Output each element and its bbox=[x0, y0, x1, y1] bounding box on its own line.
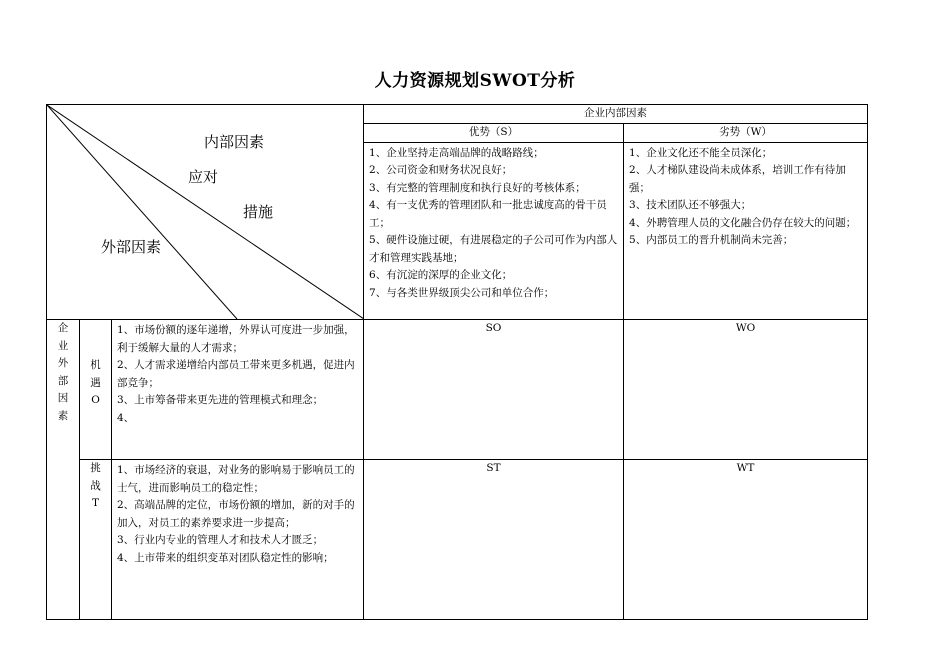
page-title: 人力资源规划SWOT分析 bbox=[374, 71, 576, 91]
list-item: 4、外聘管理人员的文化融合仍存在较大的问题； bbox=[629, 216, 857, 229]
corner-measures-label: 措施 bbox=[243, 203, 274, 221]
list-item: 4、有一支优秀的管理团队和一批忠诚度高的骨干员工； bbox=[369, 199, 607, 229]
external-factors-label: 企 业 外 部 因 素 bbox=[47, 320, 80, 620]
list-item: 5、内部员工的晋升机制尚未完善； bbox=[629, 234, 794, 246]
diagonal-corner-cell bbox=[47, 105, 364, 320]
list-item: 1、企业坚持走高端品牌的战略路线； bbox=[369, 146, 544, 159]
wt-cell: WT bbox=[624, 460, 868, 620]
internal-factors-header: 企业内部因素 bbox=[364, 105, 868, 124]
so-cell: SO bbox=[364, 320, 624, 460]
list-item: 2、人才梯队建设尚未成体系，培训工作有待加强； bbox=[629, 164, 846, 194]
list-item: 3、上市筹备带来更先进的管理模式和理念； bbox=[117, 394, 324, 406]
list-item: 7、与各类世界级顶尖公司和单位合作； bbox=[369, 286, 555, 299]
opportunities-cell bbox=[112, 320, 364, 460]
threats-list bbox=[112, 460, 363, 567]
list-item: 5、硬件设施过硬，有进展稳定的子公司可作为内部人才和管理实践基地； bbox=[369, 234, 618, 264]
weaknesses-cell bbox=[624, 142, 868, 320]
opportunities-list bbox=[112, 320, 363, 427]
weaknesses-header: 劣势（W） bbox=[624, 124, 868, 143]
strengths-list bbox=[364, 143, 623, 303]
list-item: 4、上市带来的组织变革对团队稳定性的影响； bbox=[117, 551, 334, 564]
corner-respond-label: 应对 bbox=[188, 168, 219, 186]
list-item: 6、有沉淀的深厚的企业文化； bbox=[369, 269, 513, 281]
swot-table bbox=[46, 104, 868, 620]
list-item: 1、市场经济的衰退，对业务的影响易于影响员工的士气，进而影响员工的稳定性； bbox=[117, 464, 355, 494]
list-item: 1、市场份额的逐年递增，外界认可度进一步加强，利于缓解大量的人才需求； bbox=[117, 324, 355, 354]
list-item: 4、 bbox=[117, 411, 135, 424]
weaknesses-list bbox=[624, 143, 867, 250]
list-item: 3、技术团队还不够强大； bbox=[629, 199, 752, 211]
strengths-header: 优势（S） bbox=[364, 124, 624, 143]
corner-internal-label: 内部因素 bbox=[204, 133, 265, 151]
list-item: 2、人才需求递增给内部员工带来更多机遇，促进内部竞争； bbox=[117, 359, 355, 389]
list-item: 3、有完整的管理制度和执行良好的考核体系； bbox=[369, 181, 586, 194]
threat-label: 挑 战 T bbox=[80, 460, 112, 620]
corner-external-label: 外部因素 bbox=[101, 238, 162, 256]
opportunity-label: 机 遇 O bbox=[80, 320, 112, 460]
strengths-cell bbox=[364, 142, 624, 320]
list-item: 2、公司资金和财务状况良好； bbox=[369, 164, 513, 176]
st-cell: ST bbox=[364, 460, 624, 620]
wo-cell: WO bbox=[624, 320, 868, 460]
threats-cell bbox=[112, 460, 364, 620]
list-item: 2、高端品牌的定位，市场份额的增加，新的对手的加入，对员工的素养要求进一步提高； bbox=[117, 499, 355, 529]
list-item: 3、行业内专业的管理人才和技术人才匮乏； bbox=[117, 534, 324, 546]
list-item: 1、企业文化还不能全员深化； bbox=[629, 146, 773, 159]
